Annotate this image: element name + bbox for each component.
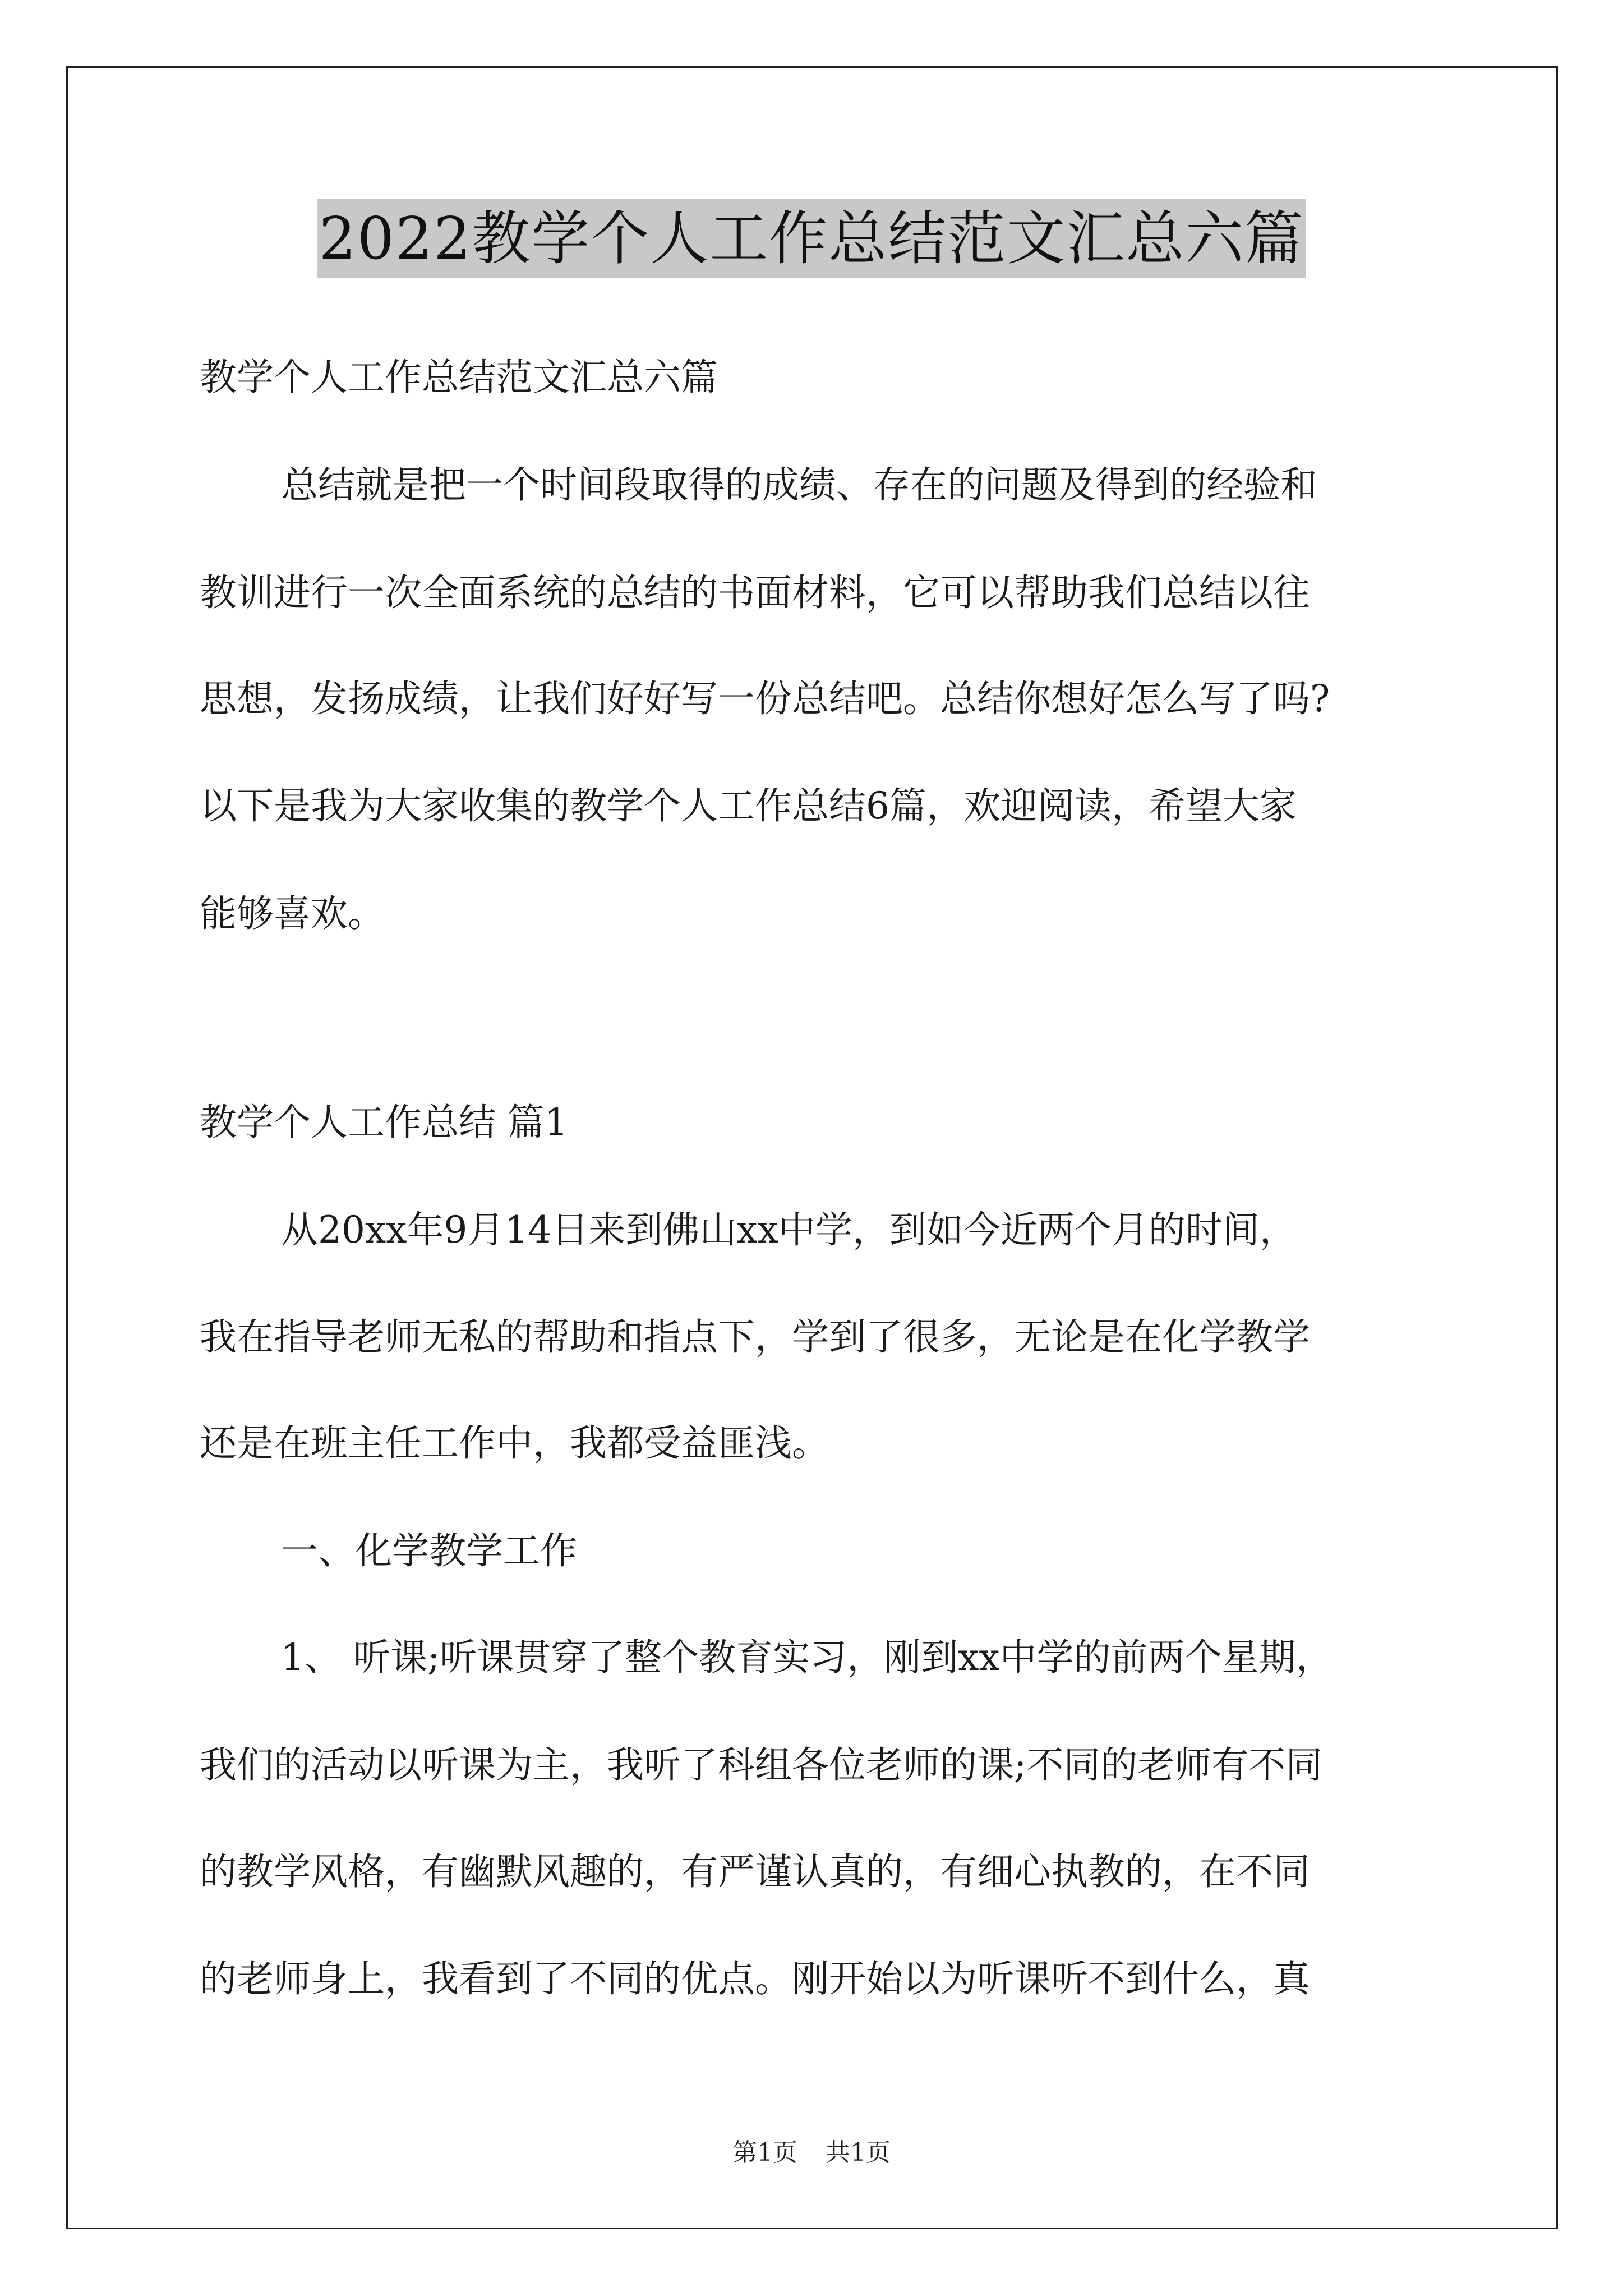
title-container [0, 199, 1623, 278]
paragraph-line: 1、 听课;听课贯穿了整个教育实习，刚到xx中学的前两个星期， [281, 1636, 1333, 1679]
paragraph-line: 教训进行一次全面系统的总结的书面材料，它可以帮助我们总结以往 [200, 571, 1310, 614]
subsection-heading: 一、化学教学工作 [281, 1529, 577, 1572]
page-total: 共1页 [826, 2138, 891, 2167]
page-number: 第1页 [732, 2138, 797, 2167]
page-footer [0, 2136, 1623, 2170]
paragraph-line: 我们的活动以听课为主，我听了科组各位老师的课;不同的老师有不同 [200, 1743, 1323, 1787]
subtitle-line: 教学个人工作总结范文汇总六篇 [200, 356, 718, 399]
paragraph-line: 的老师身上，我看到了不同的优点。刚开始以为听课听不到什么，真 [200, 1957, 1310, 2000]
paragraph-line: 总结就是把一个时间段取得的成绩、存在的问题及得到的经验和 [281, 463, 1317, 507]
section-heading: 教学个人工作总结 篇1 [200, 1101, 568, 1144]
paragraph-line: 以下是我为大家收集的教学个人工作总结6篇，欢迎阅读，希望大家 [200, 784, 1297, 827]
paragraph-line: 从20xx年9月14日来到佛山xx中学，到如今近两个月的时间， [281, 1208, 1297, 1251]
paragraph-line: 的教学风格，有幽默风趣的，有严谨认真的，有细心执教的，在不同 [200, 1850, 1310, 1893]
paragraph-line: 还是在班主任工作中，我都受益匪浅。 [200, 1421, 829, 1465]
paragraph-line: 能够喜欢。 [200, 892, 385, 935]
paragraph-line: 思想，发扬成绩，让我们好好写一份总结吧。总结你想好怎么写了吗? [200, 677, 1330, 720]
document-title: 2022教学个人工作总结范文汇总六篇 [317, 199, 1307, 278]
paragraph-line: 我在指导老师无私的帮助和指点下，学到了很多，无论是在化学教学 [200, 1315, 1310, 1359]
